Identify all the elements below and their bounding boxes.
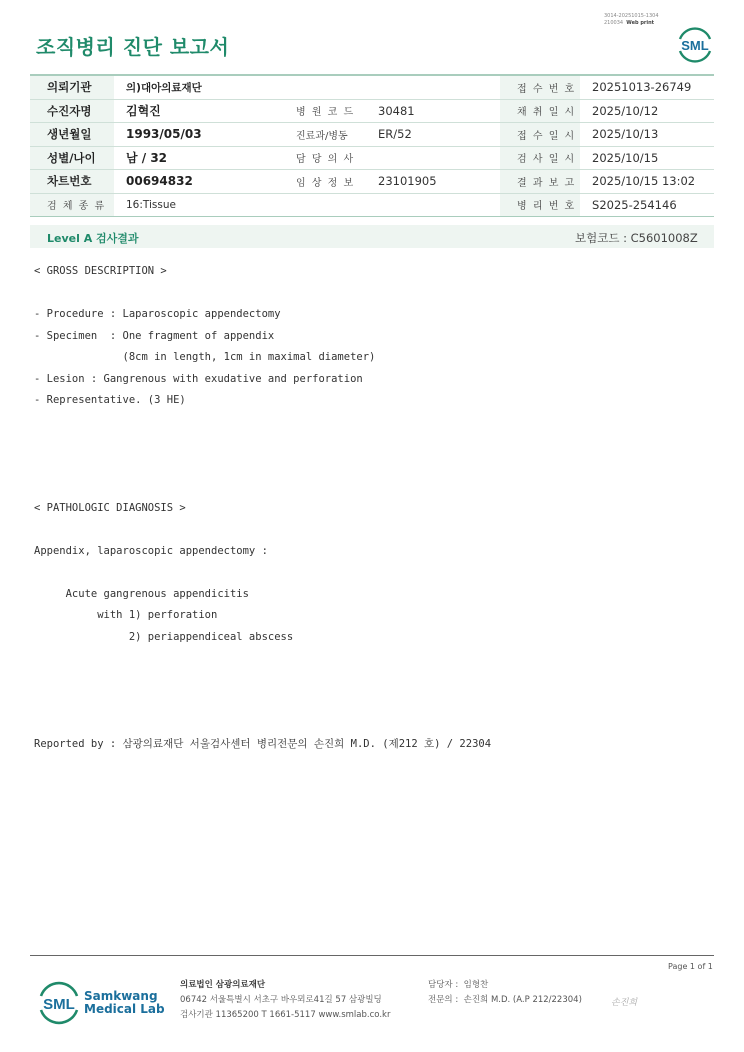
patient-info-table bbox=[30, 74, 714, 217]
footer-divider bbox=[30, 955, 714, 956]
page-number: Page 1 of 1 bbox=[668, 962, 713, 971]
webprint-label: Web print bbox=[626, 20, 655, 26]
info-row bbox=[30, 146, 714, 170]
signature: 손진희 bbox=[611, 998, 638, 1008]
result-date-label: 결 과 보 고 bbox=[500, 170, 580, 194]
sml-logo-top bbox=[676, 26, 714, 68]
dept-label: 진료과/병동 bbox=[284, 123, 366, 147]
clinical-value: 23101905 bbox=[366, 170, 500, 194]
reception-date-label: 접 수 일 시 bbox=[500, 123, 580, 147]
info-row bbox=[30, 99, 714, 123]
exam-date-value: 2025/10/15 bbox=[580, 146, 714, 170]
footer-staff-info bbox=[428, 978, 582, 1008]
reception-no-label: 접 수 번 호 bbox=[500, 75, 580, 99]
birth-value: 1993/05/03 bbox=[114, 123, 284, 147]
specimen-type-value: 16:Tissue bbox=[114, 193, 500, 217]
page-title: 조직병리 진단 보고서 bbox=[36, 35, 230, 59]
exam-date-label: 검 사 일 시 bbox=[500, 146, 580, 170]
webprint-code-2: 210034 bbox=[604, 20, 624, 26]
info-row bbox=[30, 123, 714, 147]
info-row bbox=[30, 75, 714, 99]
logo-bottom-text: SML bbox=[43, 996, 75, 1013]
reception-date-value: 2025/10/13 bbox=[580, 123, 714, 147]
footer-contact: 검사기관 11365200 T 1661-5117 www.smlab.co.kr bbox=[180, 1010, 391, 1020]
chart-no-label: 차트번호 bbox=[30, 170, 114, 194]
collection-date-value: 2025/10/12 bbox=[580, 99, 714, 123]
doctor-value bbox=[366, 146, 500, 170]
footer-org: 의료법인 삼광의료재단 bbox=[180, 980, 266, 990]
webprint-stamp bbox=[604, 13, 659, 27]
insurance-code: 보험코드 : C5601008Z bbox=[575, 231, 698, 245]
birth-label: 생년월일 bbox=[30, 123, 114, 147]
webprint-code-1: 3014-20251015-1304 bbox=[604, 13, 659, 19]
info-row bbox=[30, 193, 714, 217]
pathology-no-value: S2025-254146 bbox=[580, 193, 714, 217]
patient-name-value: 김혁진 bbox=[114, 99, 284, 123]
dept-value: ER/52 bbox=[366, 123, 500, 147]
referral-value: 의)대아의료재단 bbox=[114, 75, 500, 99]
lab-name bbox=[84, 990, 165, 1016]
specimen-type-label: 검 체 종 류 bbox=[30, 193, 114, 217]
reception-no-value: 20251013-26749 bbox=[580, 75, 714, 99]
hospital-code-label: 병 원 코 드 bbox=[284, 99, 366, 123]
doctor-label: 담 당 의 사 bbox=[284, 146, 366, 170]
collection-date-label: 채 취 일 시 bbox=[500, 99, 580, 123]
info-row bbox=[30, 170, 714, 194]
referral-label: 의뢰기관 bbox=[30, 75, 114, 99]
manager-label: 담당자 : bbox=[428, 980, 459, 990]
result-date-value: 2025/10/15 13:02 bbox=[580, 170, 714, 194]
footer-address: 06742 서울특별시 서초구 바우뫼로41길 57 삼광빌딩 bbox=[180, 995, 382, 1005]
lab-name-line-1: Samkwang bbox=[84, 989, 158, 1003]
specialist-name: 손진희 M.D. (A.P 212/22304) bbox=[463, 995, 582, 1005]
patient-name-label: 수진자명 bbox=[30, 99, 114, 123]
specialist-label: 전문의 : bbox=[428, 995, 459, 1005]
hospital-code-value: 30481 bbox=[366, 99, 500, 123]
logo-top-text: SML bbox=[681, 38, 709, 53]
sml-logo-bottom bbox=[36, 980, 82, 1030]
lab-name-line-2: Medical Lab bbox=[84, 1002, 165, 1016]
chart-no-value: 00694832 bbox=[114, 170, 284, 194]
clinical-label: 임 상 정 보 bbox=[284, 170, 366, 194]
report-body: < GROSS DESCRIPTION > - Procedure : Laparoscopic appendectomy - Specimen : One fragment of appendix (8cm in length, 1cm in maximal diameter) - Lesion : Gangrenous with exudative and perforation - Representative. (3 HE) < PATHOLOGIC DIAGNOSIS > Appendix, laparoscopic appendectomy : Acute gangrenous appendicitis with 1) perforation 2) periappendiceal abscess Reported by : 삼광의료재단 서울검사센터 병리전문의 손진희 M.D. (제212 호) / 22304 bbox=[34, 265, 492, 750]
sex-age-value: 남 / 32 bbox=[114, 146, 284, 170]
pathology-no-label: 병 리 번 호 bbox=[500, 193, 580, 217]
sex-age-label: 성별/나이 bbox=[30, 146, 114, 170]
footer-org-info bbox=[180, 978, 390, 1023]
manager-name: 임형찬 bbox=[463, 980, 489, 990]
result-level-label: Level A 검사결과 bbox=[47, 232, 139, 245]
